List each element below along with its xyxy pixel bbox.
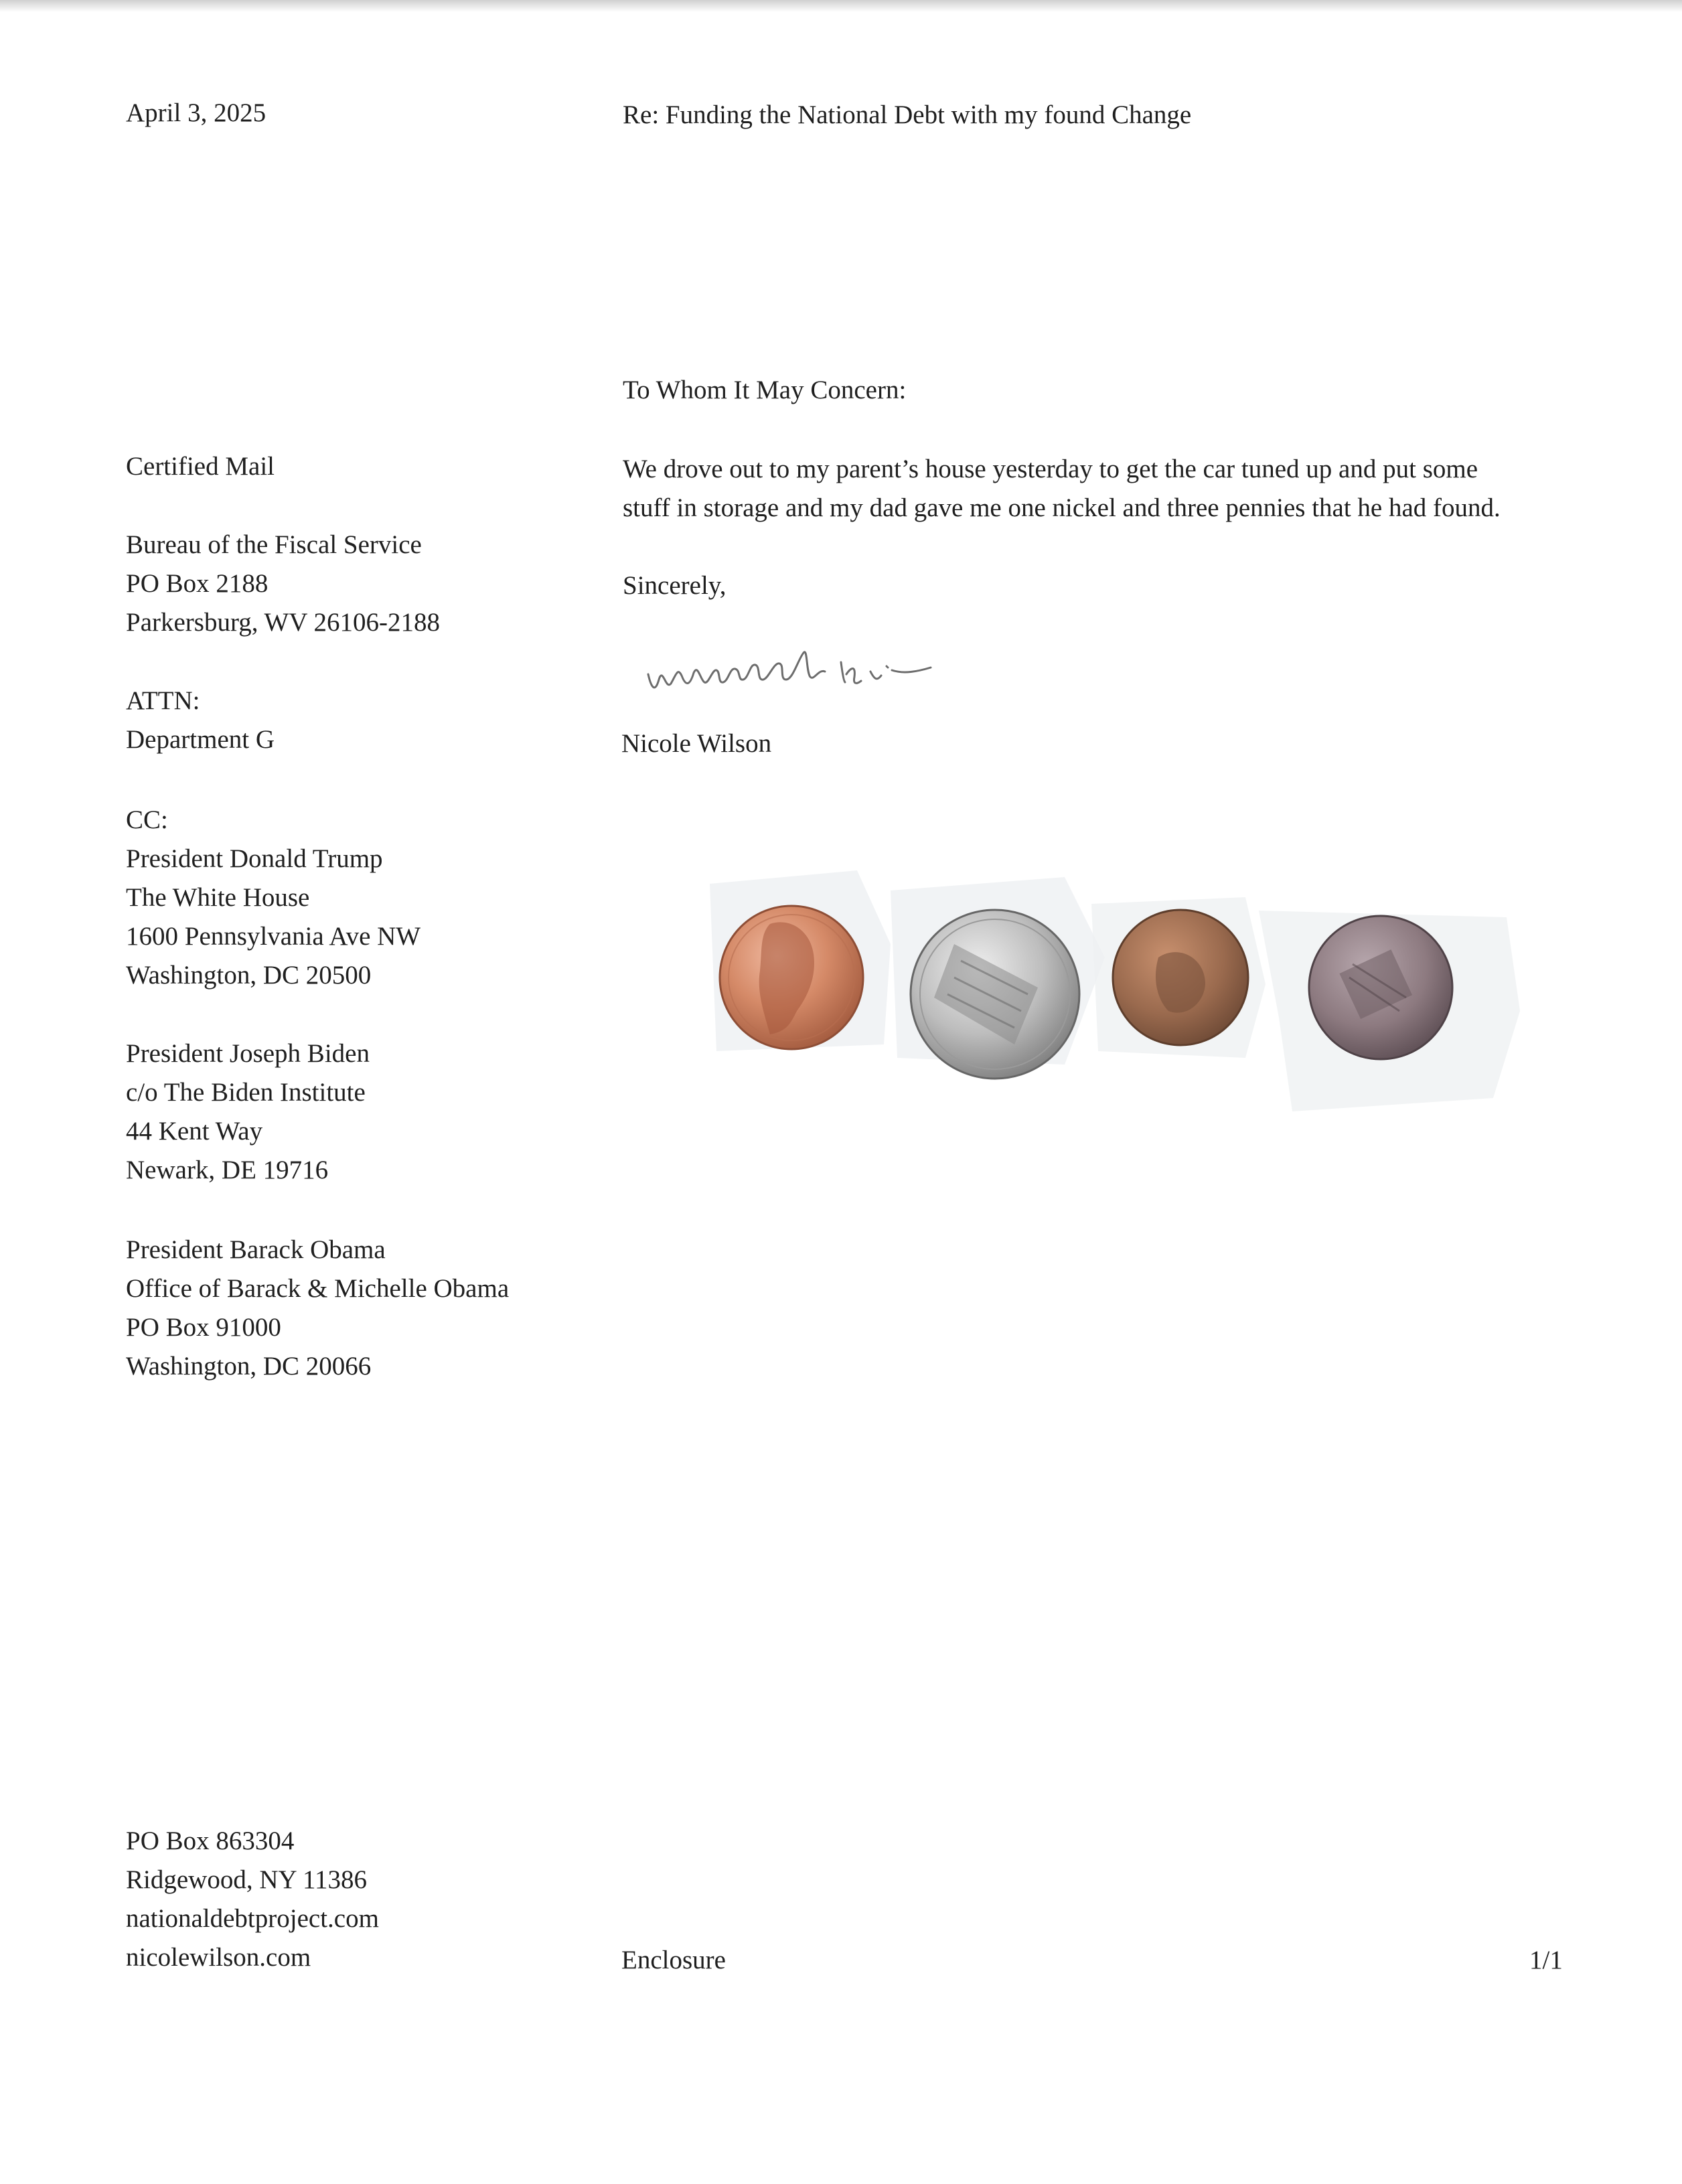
cc-line: President Barack Obama	[126, 1235, 386, 1264]
nickel-coin	[911, 910, 1079, 1079]
address-line: PO Box 2188	[126, 569, 269, 598]
attn-label: ATTN:	[126, 686, 200, 715]
cc-block	[126, 1034, 370, 1190]
sender-line: nicolewilson.com	[126, 1943, 311, 1972]
letter-date: April 3, 2025	[126, 98, 266, 127]
attention-block	[126, 682, 275, 759]
cc-block	[126, 1231, 509, 1386]
sender-line: nationaldebtproject.com	[126, 1904, 379, 1933]
salutation: To Whom It May Concern:	[623, 376, 907, 404]
address-line: Bureau of the Fiscal Service	[126, 530, 422, 559]
cc-block	[126, 801, 420, 995]
sender-line: PO Box 863304	[126, 1826, 295, 1855]
signature-name: Nicole Wilson	[621, 729, 772, 758]
address-line: Parkersburg, WV 26106-2188	[126, 608, 441, 637]
sender-address	[126, 1822, 379, 1977]
cc-line: Newark, DE 19716	[126, 1156, 329, 1184]
body-line: We drove out to my parent’s house yesterday to get the car tuned up and put some	[623, 455, 1478, 483]
cc-line: 44 Kent Way	[126, 1117, 263, 1146]
cc-line: c/o The Biden Institute	[126, 1078, 366, 1107]
cc-line: 1600 Pennsylvania Ave NW	[126, 922, 421, 951]
closing: Sincerely,	[623, 571, 727, 600]
penny-coin	[720, 906, 863, 1049]
letter-subject: Re: Funding the National Debt with my found Change	[623, 100, 1192, 129]
page-number: 1/1	[1529, 1946, 1563, 1974]
cc-line: The White House	[126, 883, 310, 912]
delivery-method: Certified Mail	[126, 452, 275, 481]
sender-line: Ridgewood, NY 11386	[126, 1865, 368, 1894]
cc-line: Washington, DC 20066	[126, 1352, 372, 1381]
cc-line: President Donald Trump	[126, 844, 383, 873]
enclosure-label: Enclosure	[621, 1946, 726, 1974]
cc-line: Washington, DC 20500	[126, 961, 372, 990]
attn-value: Department G	[126, 725, 275, 754]
letter-body	[623, 450, 1501, 528]
enclosed-coins	[690, 844, 1560, 1111]
penny-coin	[1309, 916, 1452, 1059]
cc-label: CC:	[126, 805, 168, 834]
scan-edge-shadow	[0, 0, 1682, 12]
cc-line: Office of Barack & Michelle Obama	[126, 1274, 510, 1303]
cc-line: PO Box 91000	[126, 1313, 281, 1342]
handwritten-signature	[643, 633, 951, 706]
recipient-address	[126, 526, 440, 642]
body-line: stuff in storage and my dad gave me one nickel and three pennies that he had found.	[623, 493, 1501, 522]
penny-coin	[1113, 910, 1248, 1045]
cc-line: President Joseph Biden	[126, 1039, 370, 1068]
